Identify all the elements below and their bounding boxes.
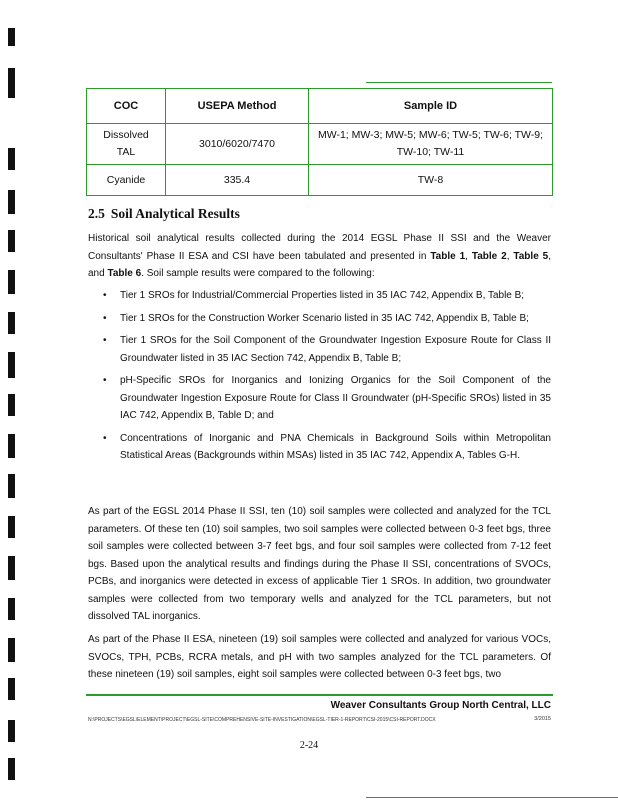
table-row	[87, 165, 553, 196]
coc-method-table	[86, 88, 553, 196]
table-header-cell: COC	[87, 89, 166, 124]
section-title: Soil Analytical Results	[110, 206, 240, 221]
criteria-list	[88, 287, 551, 470]
intro-text: Historical soil analytical results collected during the 2014 EGSL Phase II SSI and the Weaver Consultants' Phase II ESA and CSI have been tabulated and presented in	[88, 233, 551, 262]
table-5-reference: Table 5	[513, 250, 549, 262]
footer-file-path: N:\PROJECTS\EGSL\ELEMENT\PROJECT\EGSL-SITE\COMPREHENSIVE-SITE-INVESTIGATION\EGSL-TIER-1-REPORT\CSI-2015\CSI-REPORT.DOCX	[88, 717, 436, 723]
table-cell: MW-1; MW-3; MW-5; MW-6; TW-5; TW-6; TW-9; TW-10; TW-11	[309, 124, 553, 165]
list-item	[88, 287, 551, 305]
phase-ii-esa-paragraph	[88, 631, 551, 684]
bullet-icon: •	[103, 290, 107, 301]
table-row	[87, 124, 553, 165]
section-number: 2.5	[88, 206, 105, 221]
footer-company: Weaver Consultants Group North Central, LLC	[330, 700, 551, 711]
intro-separator: , and	[88, 250, 551, 279]
table-header-row	[87, 89, 553, 124]
intro-paragraph	[88, 230, 551, 283]
egsl-paragraph	[88, 503, 551, 626]
list-item-text: Tier 1 SROs for the Soil Component of the Groundwater Ingestion Exposure Route for Class II Groundwater listed in 35 IAC Section 742, Appendix B, Table B;	[120, 335, 551, 364]
list-item-text: Tier 1 SROs for the Construction Worker Scenario listed in 35 IAC 742, Appendix B, Table B;	[120, 312, 529, 324]
list-item	[88, 430, 551, 465]
table-2-reference: Table 2	[471, 250, 507, 262]
paragraph-text: As part of the EGSL 2014 Phase II SSI, ten (10) soil samples were collected and analyzed for the TCL parameters. Of these ten (10) soil samples, two soil samples were collected between 0-3 feet bgs, three soil samples were collected between 3-7 feet bgs, and four soil samples were collected from 7-12 feet bgs. Based upon the analytical results and findings during the Phase II SSI, concentrations of SVOCs, PCBs, and inorganics were detected in excess of applicable Tier 1 SROs. In addition, two groundwater samples were collected from two temporary wells and analyzed for the TCL parameters, but not dissolved TAL inorganics.	[88, 506, 551, 622]
intro-separator: ,	[465, 250, 472, 262]
table-1-reference: Table 1	[430, 250, 466, 262]
list-item	[88, 310, 551, 328]
section-heading	[88, 206, 240, 222]
top-rule	[366, 82, 552, 83]
table-header-cell: USEPA Method	[166, 89, 309, 124]
page-number: 2-24	[299, 740, 319, 751]
table-header-cell: Sample ID	[309, 89, 553, 124]
paragraph-text: As part of the Phase II ESA, nineteen (19) soil samples were collected and analyzed for various VOCs, SVOCs, TPH, PCBs, RCRA metals, and pH with two samples analyzed for the TCL parameters. Of these nineteen (19) soil samples, eight soil samples were collected between 0-3 feet bgs, two	[88, 634, 551, 680]
bullet-icon: •	[103, 432, 107, 444]
bullet-icon: •	[103, 375, 107, 386]
list-item-text: pH-Specific SROs for Inorganics and Ionizing Organics for the Soil Component of the Groundwater Ingestion Exposure Route for Class II Groundwater (pH-Specific SROs) listed in 35 IAC 742, Appendix B, Table D; and	[120, 375, 551, 421]
footer-rule	[86, 694, 553, 696]
table-cell: Dissolved TAL	[87, 124, 166, 165]
bullet-icon: •	[103, 335, 107, 346]
table-cell: TW-8	[309, 165, 553, 196]
table-cell: Cyanide	[87, 165, 166, 196]
bullet-icon: •	[103, 312, 107, 324]
table-cell: 335.4	[166, 165, 309, 196]
intro-text-end: . Soil sample results were compared to the following:	[141, 268, 375, 279]
list-item	[88, 372, 551, 425]
table-6-reference: Table 6	[107, 268, 142, 279]
list-item	[88, 332, 551, 367]
binding-holes	[0, 0, 20, 800]
intro-separator: ,	[506, 250, 514, 262]
table-cell: 3010/6020/7470	[166, 124, 309, 165]
list-item-text: Concentrations of Inorganic and PNA Chemicals in Background Soils within Metropolitan Statistical Areas (Backgrounds within MSAs) listed in 35 IAC 742, Appendix A, Tables G-H.	[120, 432, 551, 461]
bottom-rule	[366, 797, 618, 798]
footer-date: 3/2015	[534, 716, 551, 722]
list-item-text: Tier 1 SROs for Industrial/Commercial Properties listed in 35 IAC 742, Appendix B, Table B;	[120, 290, 525, 301]
